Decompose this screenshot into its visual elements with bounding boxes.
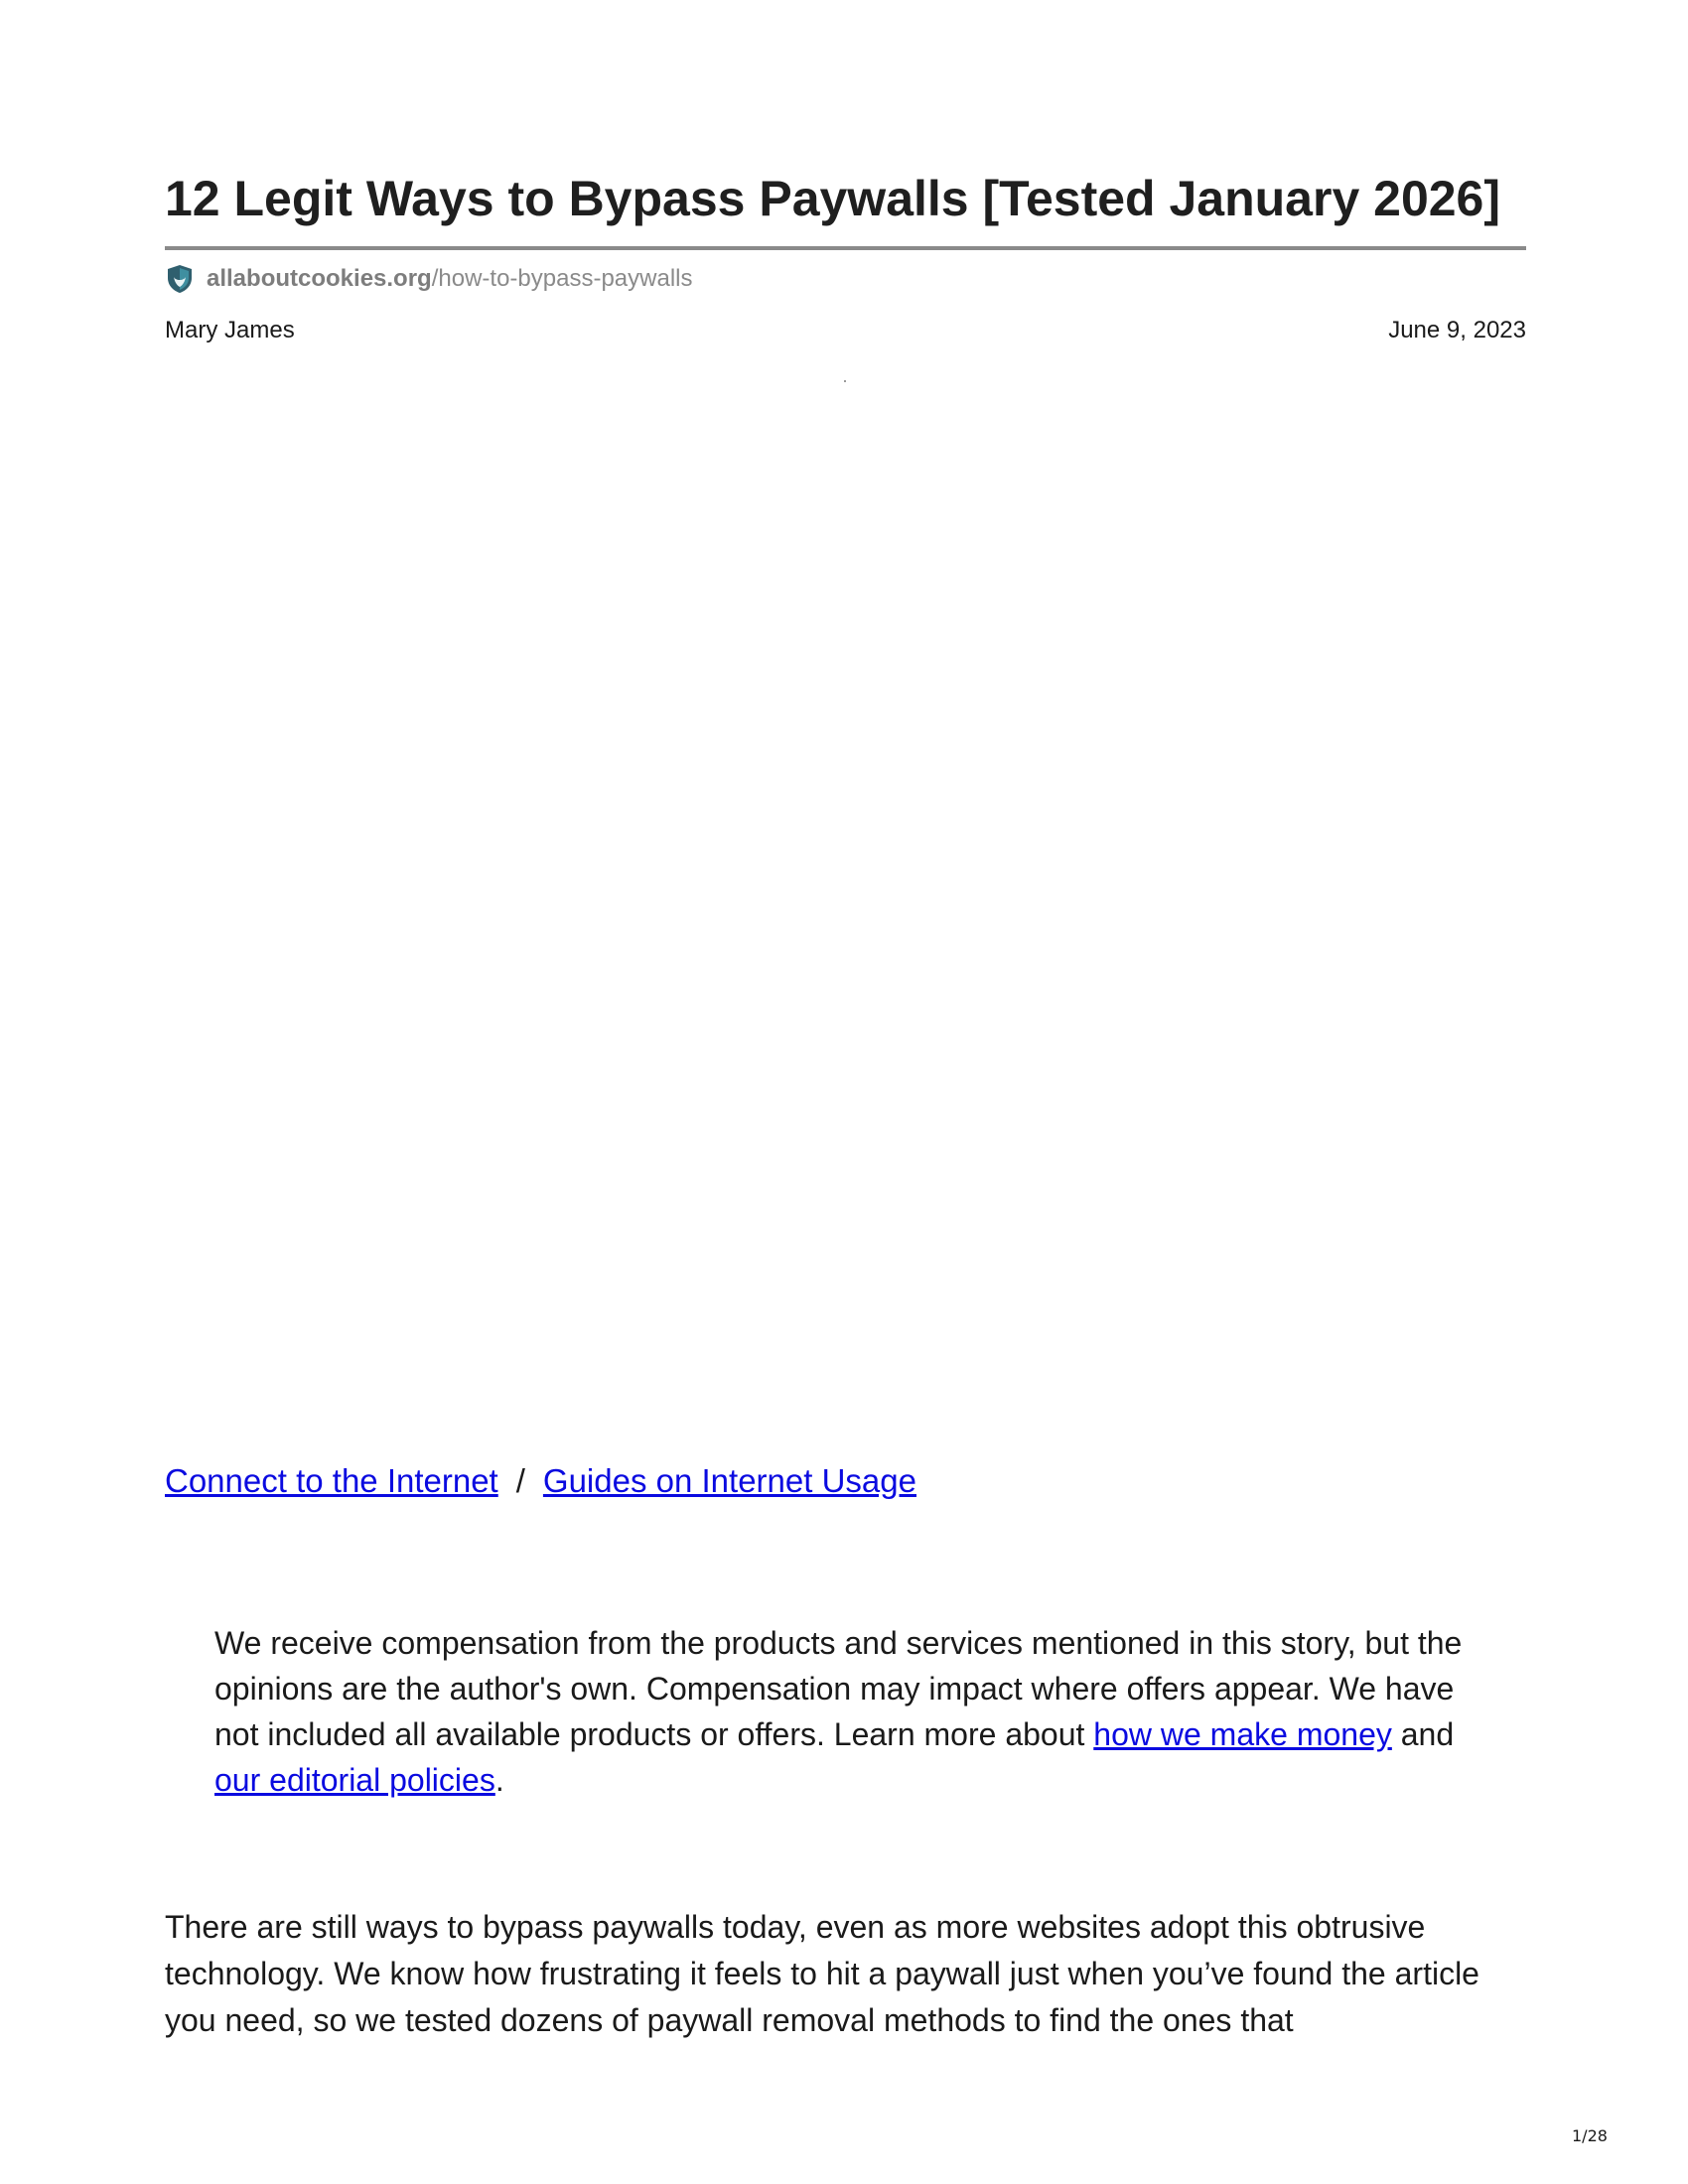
shield-icon	[165, 263, 195, 295]
breadcrumb-link-connect-to-the-internet[interactable]: Connect to the Internet	[165, 1462, 498, 1499]
image-placeholder-dot	[844, 380, 846, 382]
disclosure-period: .	[494, 1762, 504, 1798]
intro-paragraph: There are still ways to bypass paywalls today, even as more websites adopt this obtrusive technology. We know how frustrating it feels to hit a paywall just when you’ve found the article you need, so we tested dozens of paywall removal methods to find the ones that	[165, 1909, 1479, 2038]
editorial-policies-link[interactable]: our editorial policies	[214, 1762, 495, 1798]
article-title: 12 Legit Ways to Bypass Paywalls [Tested January 2026]	[165, 171, 1501, 226]
compensation-disclosure	[214, 1620, 1495, 1803]
disclosure-text: We receive compensation from the products and services mentioned in this story, but the opinions are the author's own. Compensation may impact where offers appear. We have not included all available products or offers. Learn more about	[214, 1625, 1463, 1752]
disclosure-conjunction: and	[1391, 1716, 1455, 1752]
source-domain: allaboutcookies.org	[207, 265, 432, 292]
byline	[165, 316, 1526, 345]
source-line	[165, 262, 693, 296]
title-divider	[165, 246, 1526, 250]
how-we-make-money-link[interactable]: how we make money	[1093, 1716, 1392, 1752]
publish-date: June 9, 2023	[1388, 317, 1526, 343]
source-path: /how-to-bypass-paywalls	[431, 265, 693, 292]
page-number: 1/28	[1572, 2126, 1608, 2145]
author-name: Mary James	[165, 317, 295, 343]
breadcrumb-link-guides-on-internet-usage[interactable]: Guides on Internet Usage	[542, 1462, 916, 1499]
breadcrumb	[165, 1461, 916, 1501]
breadcrumb-separator: /	[515, 1462, 525, 1499]
